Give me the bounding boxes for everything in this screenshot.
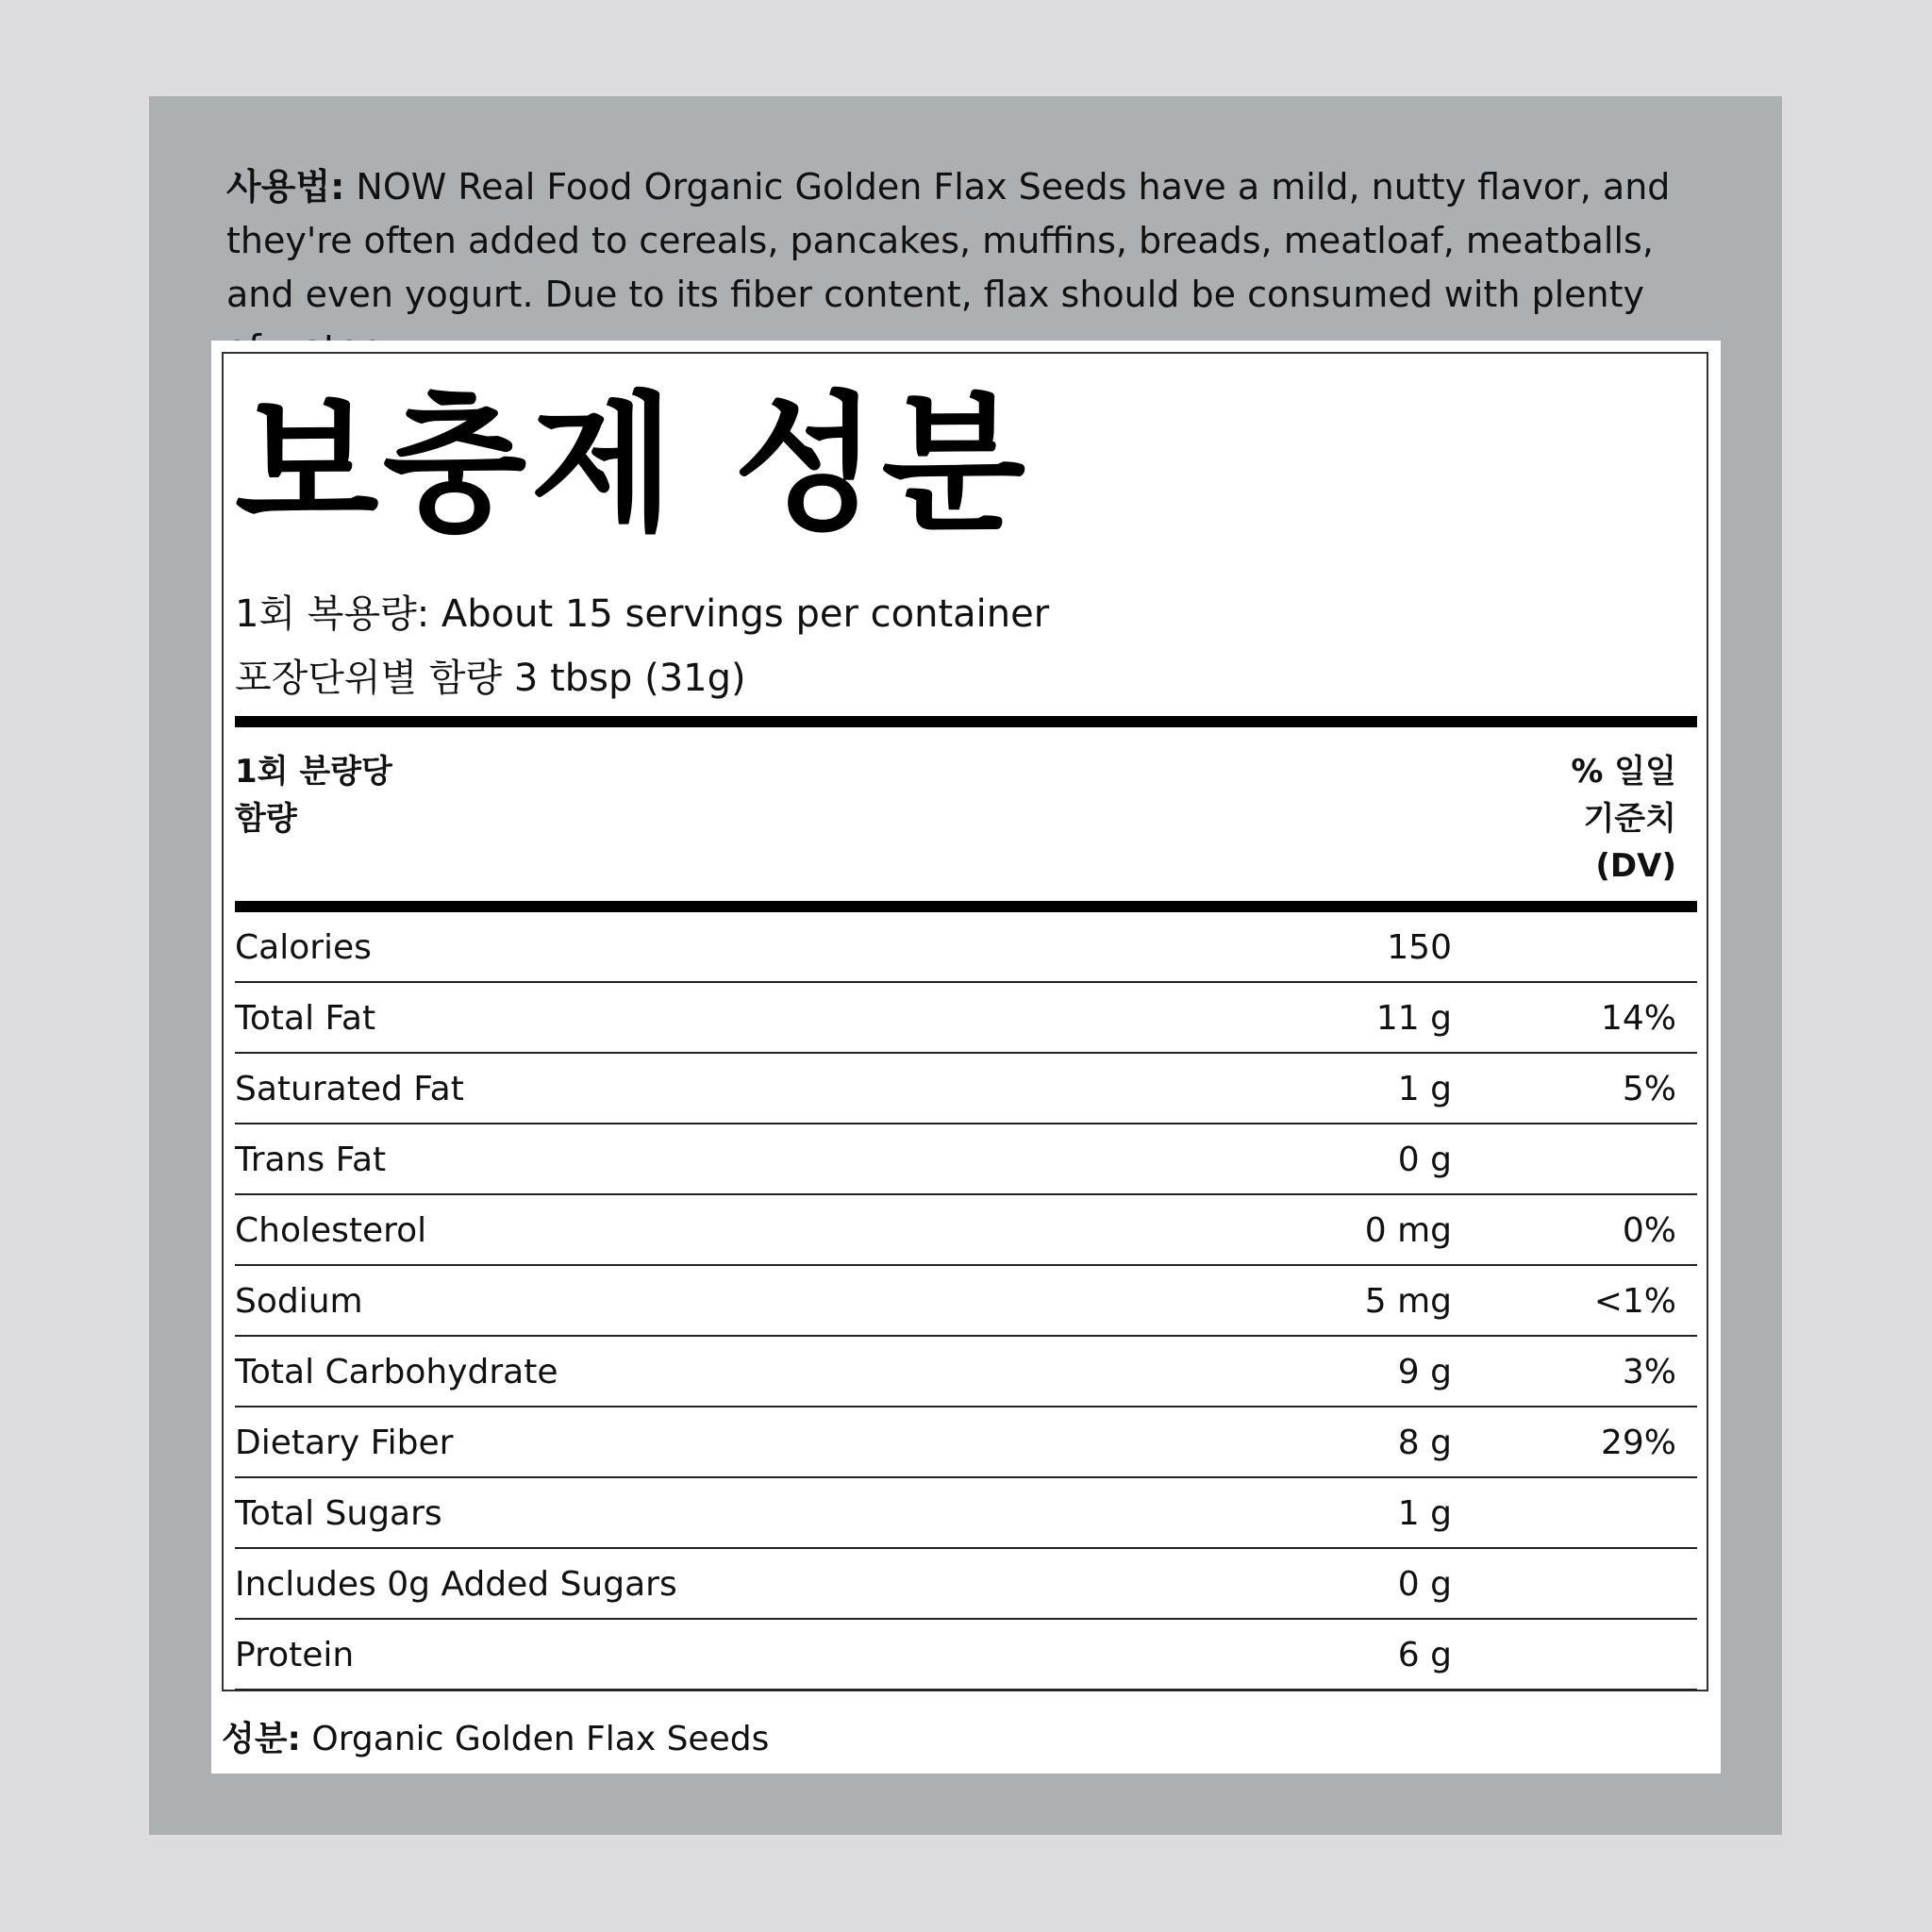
- ingredients-label: 성분:: [222, 1720, 301, 1758]
- nutrient-name: Cholesterol: [235, 1211, 427, 1250]
- nutrient-rows: [235, 912, 1697, 1690]
- header-right-line2: 기준치: [1583, 800, 1676, 838]
- nutrient-name: Includes 0g Added Sugars: [235, 1565, 677, 1604]
- nutrient-amount: 150: [1387, 928, 1452, 967]
- nutrient-daily-value: 0%: [1622, 1211, 1676, 1250]
- table-row: [235, 1266, 1697, 1337]
- nutrient-amount: 8 g: [1397, 1424, 1452, 1462]
- nutrient-daily-value: 29%: [1600, 1424, 1676, 1462]
- nutrient-amount: 0 g: [1397, 1565, 1452, 1604]
- header-right-line1: % 일일: [1571, 753, 1676, 791]
- nutrient-amount: 1 g: [1397, 1494, 1452, 1533]
- table-row: [235, 1549, 1697, 1620]
- header-left-line2: 함량: [235, 800, 297, 838]
- table-row: [235, 1407, 1697, 1478]
- ingredients-text: Organic Golden Flax Seeds: [300, 1720, 770, 1758]
- table-row: [235, 1054, 1697, 1124]
- nutrient-daily-value: 3%: [1622, 1353, 1676, 1391]
- servings-per-container-line: 포장단위별 함량 3 tbsp (31g): [235, 657, 746, 700]
- nutrient-name: Trans Fat: [235, 1141, 387, 1179]
- nutrient-name: Protein: [235, 1636, 355, 1674]
- nutrient-amount: 0 g: [1397, 1141, 1452, 1179]
- daily-value-header: [1469, 748, 1676, 890]
- nutrient-name: Saturated Fat: [235, 1070, 464, 1108]
- table-row: [235, 1337, 1697, 1407]
- nutrient-name: Total Sugars: [235, 1494, 442, 1533]
- table-row: [235, 912, 1697, 983]
- table-row: [235, 1195, 1697, 1266]
- nutrient-name: Total Carbohydrate: [235, 1353, 558, 1391]
- amount-per-serving-header: [235, 748, 518, 842]
- nutrient-amount: 9 g: [1397, 1353, 1452, 1391]
- nutrient-amount: 1 g: [1397, 1070, 1452, 1108]
- thick-divider-top: [235, 716, 1697, 727]
- facts-title: 보충제 성분: [235, 378, 1030, 552]
- nutrient-name: Total Fat: [235, 999, 376, 1038]
- header-left-line1: 1회 분량당: [235, 753, 392, 791]
- serving-size-line: 1회 복용량: About 15 servings per container: [235, 592, 1050, 636]
- table-row: [235, 983, 1697, 1054]
- nutrient-amount: 0 mg: [1364, 1211, 1452, 1250]
- table-row: [235, 1478, 1697, 1549]
- usage-label: 사용법:: [226, 166, 345, 208]
- header-right-line3: (DV): [1595, 847, 1676, 885]
- nutrient-name: Dietary Fiber: [235, 1424, 454, 1462]
- nutrient-daily-value: 14%: [1600, 999, 1676, 1038]
- usage-text: NOW Real Food Organic Golden Flax Seeds have a mild, nutty flavor, and they're often added to cereals, pancakes, muffins, breads, meatloaf, meatballs, and even yogurt. Due to its fiber content, flax should be consumed with plenty: [226, 166, 1671, 315]
- nutrient-amount: 6 g: [1397, 1636, 1452, 1674]
- nutrient-daily-value: 5%: [1622, 1070, 1676, 1108]
- table-row: [235, 1620, 1697, 1690]
- supplement-facts-box: [222, 352, 1708, 1691]
- nutrient-amount: 11 g: [1375, 999, 1452, 1038]
- nutrient-daily-value: <1%: [1593, 1282, 1676, 1321]
- nutrient-name: Calories: [235, 928, 372, 967]
- thick-divider-bottom: [235, 901, 1697, 912]
- ingredients-line: [222, 1715, 769, 1764]
- nutrient-amount: 5 mg: [1364, 1282, 1452, 1321]
- nutrient-name: Sodium: [235, 1282, 363, 1321]
- table-row: [235, 1124, 1697, 1195]
